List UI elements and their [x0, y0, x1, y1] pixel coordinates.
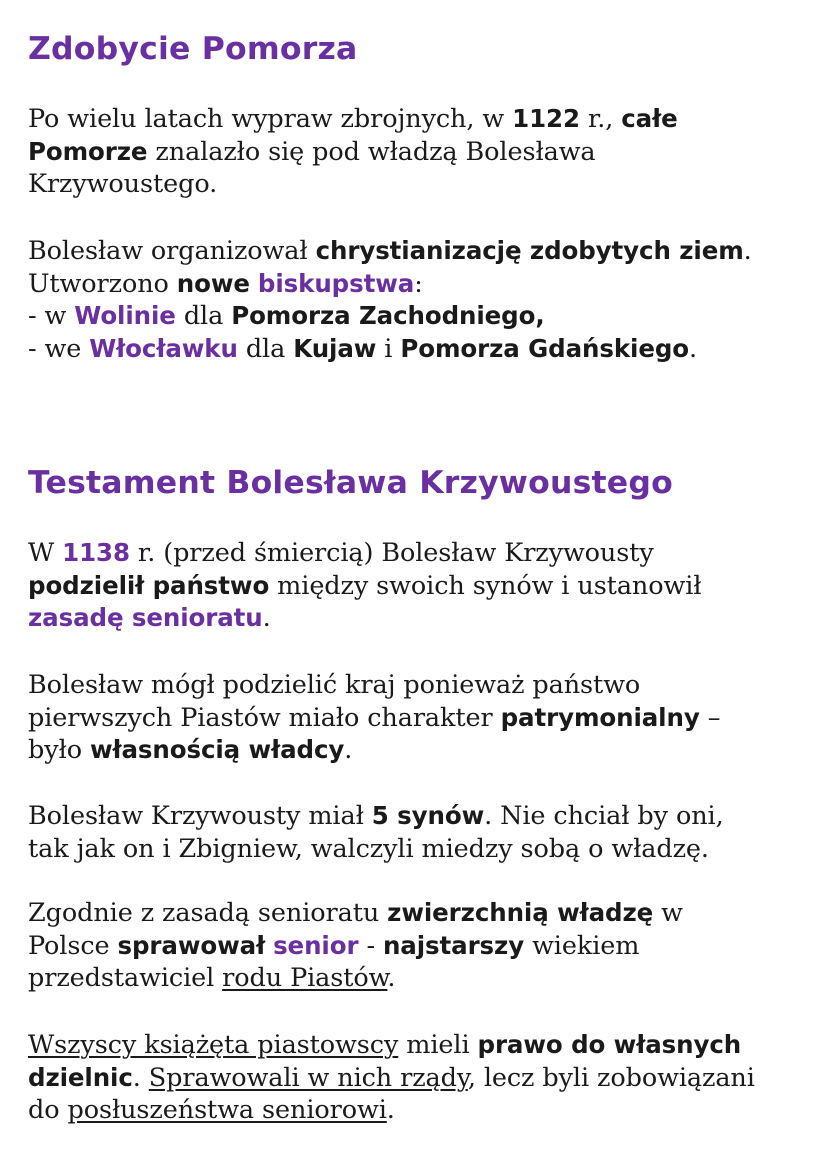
paragraph-podzial-panstwa: W 1138 r. (przed śmiercią) Bolesław Krzywousty podzielił państwo między swoich synów i ustanowił zasadę senioratu.	[28, 538, 702, 633]
paragraph-ksiazeta-dzielnicowi: Wszyscy książęta piastowscy mieli prawo do własnych dzielnic. Sprawowali w nich rządy, lecz byli zobowiązani do posłuszeństwa seniorowi.	[28, 1030, 755, 1125]
heading-zdobycie-pomorza: Zdobycie Pomorza	[28, 31, 358, 67]
paragraph-pieciu-synow: Bolesław Krzywousty miał 5 synów. Nie chciał by oni, tak jak on i Zbigniew, walczyli miedzy sobą o władzę.	[28, 801, 724, 864]
paragraph-chrystianizacja: Bolesław organizował chrystianizację zdobytych ziem. Utworzono nowe biskupstwa: - w Wolinie dla Pomorza Zachodniego, - we Włocławku dla Kujaw i Pomorza Gdańskiego.	[28, 236, 752, 364]
heading-testament: Testament Bolesława Krzywoustego	[28, 465, 673, 501]
paragraph-pomorze-1122: Po wielu latach wypraw zbrojnych, w 1122 r., całe Pomorze znalazło się pod władzą Bolesława Krzywoustego.	[28, 104, 678, 199]
paragraph-zasada-senioratu: Zgodnie z zasadą senioratu zwierzchnią władzę w Polsce sprawował senior - najstarszy wiekiem przedstawiciel rodu Piastów.	[28, 898, 683, 993]
paragraph-patrymonialny: Bolesław mógł podzielić kraj ponieważ państwo pierwszych Piastów miało charakter patrymonialny – było własnością władcy.	[28, 670, 721, 765]
